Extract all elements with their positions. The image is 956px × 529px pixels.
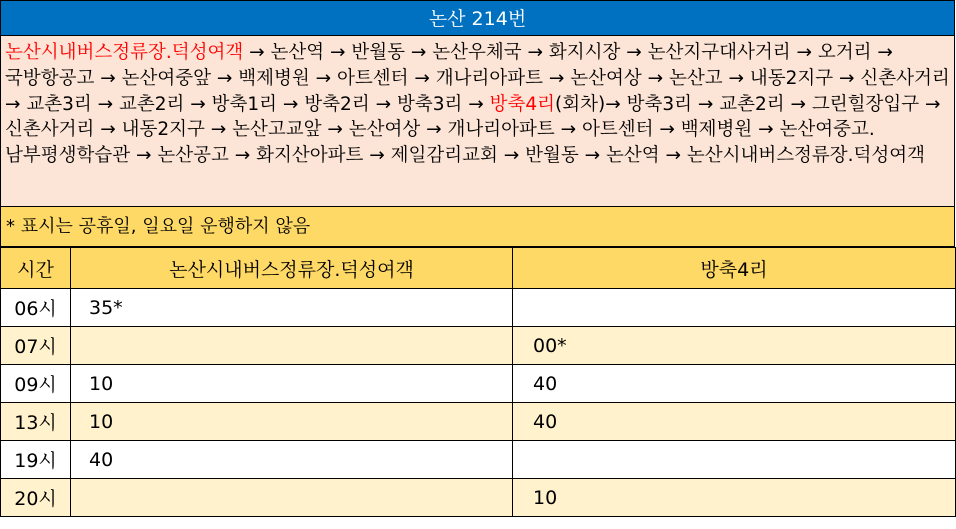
row-origin-minute: 10 <box>71 365 513 403</box>
table-row <box>1 327 956 365</box>
table-row <box>1 441 956 479</box>
header-turnaround: 방축4리 <box>513 248 956 289</box>
page-title: 논산 214번 <box>0 0 955 36</box>
row-turnaround-minute <box>513 289 956 327</box>
row-hour: 06시 <box>1 289 71 327</box>
row-origin-minute <box>71 479 513 517</box>
table-row <box>1 479 956 517</box>
route-turnaround-highlight: 방축4리 <box>489 93 556 115</box>
header-origin: 논산시내버스정류장.덕성여객 <box>71 248 513 289</box>
row-turnaround-minute: 40 <box>513 365 956 403</box>
route-start-highlight: 논산시내버스정류장.덕성여객 <box>5 42 244 63</box>
row-hour: 09시 <box>1 365 71 403</box>
header-hour: 시간 <box>1 248 71 289</box>
row-turnaround-minute: 10 <box>513 479 956 517</box>
route-segment-2: (회차)→ 방축3리 → 교촌2리 → 그린힐장입구 → 신촌사거리 → 내동2지구 → 논산고교앞 → 논산여상 → 개나리아파트 → 아트센터 → 백제병원 → 논산여중고.남부평생학습관 → 논산공고 → 화지산아파트 → 제일감리교회 → 반월동 → 논산역 → 논산시내버스정류장.덕성여객 <box>5 93 941 167</box>
table-row <box>1 365 956 403</box>
row-hour: 13시 <box>1 403 71 441</box>
row-turnaround-minute: 40 <box>513 403 956 441</box>
row-hour: 20시 <box>1 479 71 517</box>
table-row <box>1 289 956 327</box>
route-description <box>0 36 955 207</box>
table-header-row <box>1 248 956 289</box>
holiday-note: * 표시는 공휴일, 일요일 운행하지 않음 <box>0 207 955 247</box>
row-turnaround-minute <box>513 441 956 479</box>
row-origin-minute <box>71 327 513 365</box>
row-hour: 07시 <box>1 327 71 365</box>
row-turnaround-minute: 00* <box>513 327 956 365</box>
row-origin-minute: 10 <box>71 403 513 441</box>
route-segment-1: → 논산역 → 반월동 → 논산우체국 → 화지시장 → 논산지구대사거리 → 오거리 → 국방항공고 → 논산여중앞 → 백제병원 → 아트센터 → 개나리아파트 → 논산여상 → 논산고 → 내동2지구 → 신촌사거리 → 교촌3리 → 교촌2리 → 방축1리 → 방축2리 → 방축3리 → <box>5 42 950 115</box>
row-hour: 19시 <box>1 441 71 479</box>
schedule-table <box>0 247 956 517</box>
table-row <box>1 403 956 441</box>
row-origin-minute: 40 <box>71 441 513 479</box>
row-origin-minute: 35* <box>71 289 513 327</box>
